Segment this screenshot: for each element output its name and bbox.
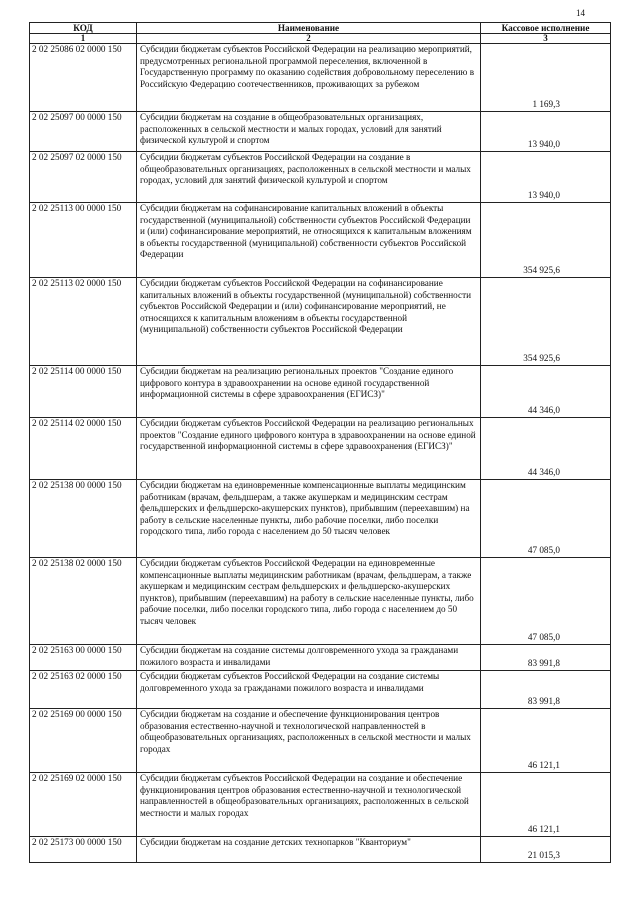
- row-name: Субсидии бюджетам на софинансирование капитальных вложений в объекты государственной (муниципальной) собственности субъектов Российской Федерации и (или) софинансирование мероприятий, не относящихся к капитальным вложениям в объекты государственной (муниципальной) собственности субъектов Российской Федерации: [137, 203, 481, 278]
- row-amount: 354 925,6: [481, 203, 611, 278]
- row-name: Субсидии бюджетам субъектов Российской Федерации на создание и обеспечение функционирования центров образования естественно-научной и технологической направленностей в общеобразовательных организациях, расположенных в сельской местности и малых городах: [137, 773, 481, 837]
- row-amount: 83 991,8: [481, 671, 611, 709]
- table-row: [30, 152, 611, 203]
- row-amount: 354 925,6: [481, 278, 611, 366]
- row-code: 2 02 25097 00 0000 150: [30, 112, 137, 152]
- row-code: 2 02 25086 02 0000 150: [30, 44, 137, 112]
- header-code: КОД: [30, 23, 137, 34]
- table-row: [30, 773, 611, 837]
- column-number-1: 1: [30, 34, 137, 44]
- row-code: 2 02 25114 02 0000 150: [30, 418, 137, 480]
- row-name: Субсидии бюджетам субъектов Российской Федерации на создание системы долговременного ухода за гражданами пожилого возраста и инвалидами: [137, 671, 481, 709]
- row-code: 2 02 25163 02 0000 150: [30, 671, 137, 709]
- header-name: Наименование: [137, 23, 481, 34]
- row-name: Субсидии бюджетам на реализацию региональных проектов "Создание единого цифрового контура в здравоохранении на основе единой государственной информационной системы в сфере здравоохранения (ЕГИСЗ)": [137, 366, 481, 418]
- row-name: Субсидии бюджетам на создание системы долговременного ухода за гражданами пожилого возраста и инвалидами: [137, 645, 481, 671]
- page-number: 14: [576, 8, 585, 18]
- row-code: 2 02 25114 00 0000 150: [30, 366, 137, 418]
- row-code: 2 02 25113 02 0000 150: [30, 278, 137, 366]
- row-amount: 47 085,0: [481, 558, 611, 645]
- row-code: 2 02 25173 00 0000 150: [30, 837, 137, 863]
- table-row: [30, 671, 611, 709]
- column-number-row: [30, 34, 611, 44]
- header-row: [30, 23, 611, 34]
- table-row: [30, 278, 611, 366]
- budget-table: [29, 22, 611, 863]
- row-code: 2 02 25169 00 0000 150: [30, 709, 137, 773]
- table-row: [30, 709, 611, 773]
- table-row: [30, 203, 611, 278]
- row-name: Субсидии бюджетам субъектов Российской Федерации на создание в общеобразовательных организациях, расположенных в сельской местности и малых городах, условий для занятий физической культурой и спортом: [137, 152, 481, 203]
- table-row: [30, 480, 611, 558]
- row-amount: 13 940,0: [481, 112, 611, 152]
- row-amount: 46 121,1: [481, 773, 611, 837]
- row-name: Субсидии бюджетам на единовременные компенсационные выплаты медицинским работникам (врачам, фельдшерам, а также акушеркам и медицинским сестрам фельдшерских и фельдшерско-акушерских пунктов), прибывшим (переехавшим) на работу в сельские населенные пункты, либо рабочие поселки, либо поселки городского типа, либо города с населением до 50 тысяч человек: [137, 480, 481, 558]
- row-code: 2 02 25097 02 0000 150: [30, 152, 137, 203]
- table-row: [30, 837, 611, 863]
- row-code: 2 02 25138 00 0000 150: [30, 480, 137, 558]
- row-name: Субсидии бюджетам на создание детских технопарков "Кванториум": [137, 837, 481, 863]
- row-code: 2 02 25163 00 0000 150: [30, 645, 137, 671]
- row-amount: 13 940,0: [481, 152, 611, 203]
- table-row: [30, 645, 611, 671]
- column-number-2: 2: [137, 34, 481, 44]
- row-amount: 44 346,0: [481, 366, 611, 418]
- row-name: Субсидии бюджетам на создание в общеобразовательных организациях, расположенных в сельской местности и малых городах, условий для занятий физической культурой и спортом: [137, 112, 481, 152]
- row-name: Субсидии бюджетам субъектов Российской Федерации на единовременные компенсационные выплаты медицинским работникам (врачам, фельдшерам, а также акушеркам и медицинским сестрам фельдшерских и фельдшерско-акушерских пунктов), прибывшим (переехавшим) на работу в сельские населенные пункты, либо рабочие поселки, либо поселки городского типа, либо города с населением до 50 тысяч человек: [137, 558, 481, 645]
- row-code: 2 02 25169 02 0000 150: [30, 773, 137, 837]
- row-code: 2 02 25138 02 0000 150: [30, 558, 137, 645]
- row-amount: 47 085,0: [481, 480, 611, 558]
- row-name: Субсидии бюджетам субъектов Российской Федерации на реализацию региональных проектов "Создание единого цифрового контура в здравоохранении на основе единой государственной информационной системы в сфере здравоохранения (ЕГИСЗ)": [137, 418, 481, 480]
- table-row: [30, 366, 611, 418]
- column-number-3: 3: [481, 34, 611, 44]
- table-row: [30, 112, 611, 152]
- row-name: Субсидии бюджетам на создание и обеспечение функционирования центров образования естественно-научной и технологической направленностей в общеобразовательных организациях, расположенных в сельской местности и малых городах: [137, 709, 481, 773]
- row-amount: 1 169,3: [481, 44, 611, 112]
- row-name: Субсидии бюджетам субъектов Российской Федерации на софинансирование капитальных вложений в объекты государственной (муниципальной) собственности субъектов Российской Федерации и (или) софинансирование мероприятий, не относящихся к капитальным вложениям в объекты государственной (муниципальной) собственности субъектов Российской Федерации: [137, 278, 481, 366]
- header-amount: Кассовое исполнение: [481, 23, 611, 34]
- row-amount: 83 991,8: [481, 645, 611, 671]
- row-amount: 21 015,3: [481, 837, 611, 863]
- row-amount: 46 121,1: [481, 709, 611, 773]
- table-row: [30, 418, 611, 480]
- row-amount: 44 346,0: [481, 418, 611, 480]
- table-row: [30, 44, 611, 112]
- row-code: 2 02 25113 00 0000 150: [30, 203, 137, 278]
- table-row: [30, 558, 611, 645]
- row-name: Субсидии бюджетам субъектов Российской Федерации на реализацию мероприятий, предусмотренных региональной программой переселения, включенной в Государственную программу по оказанию содействия добровольному переселению в Российскую Федерацию соотечественников, проживающих за рубежом: [137, 44, 481, 112]
